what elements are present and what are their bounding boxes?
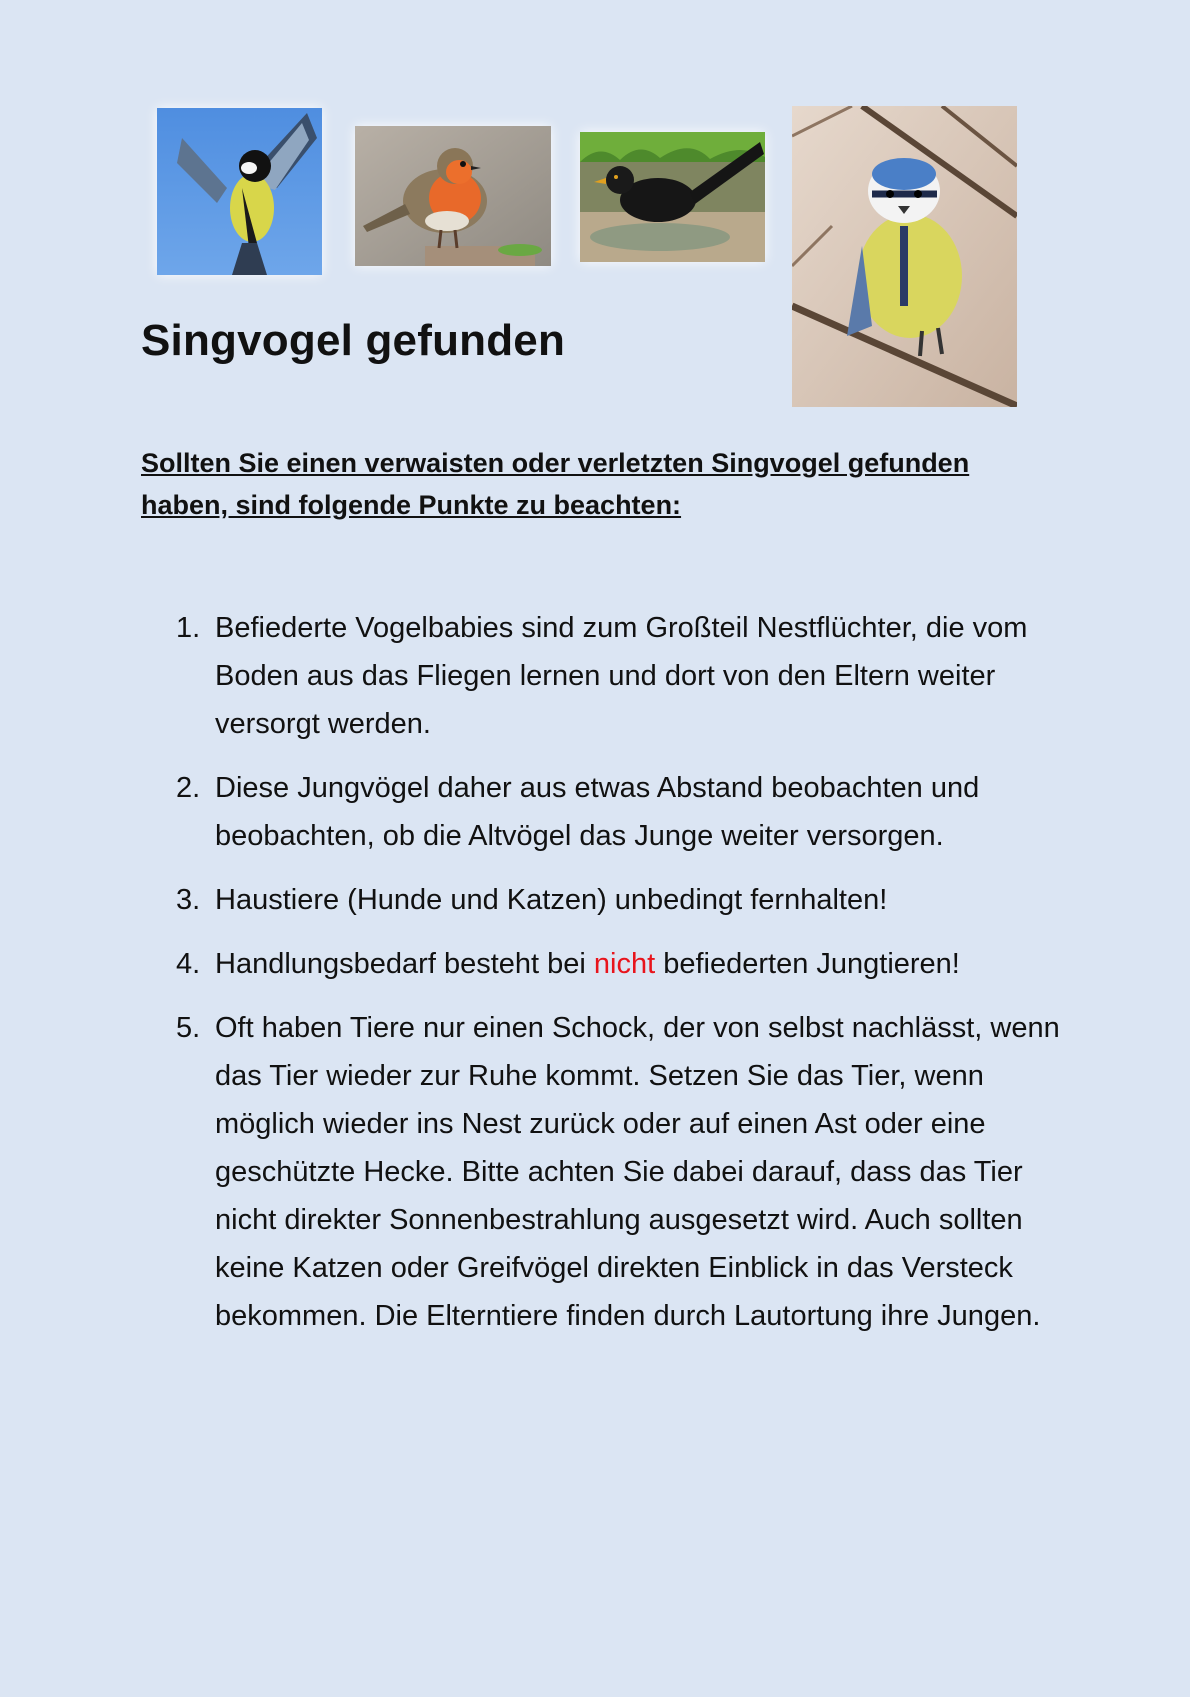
list-item-text: Oft haben Tiere nur einen Schock, der von selbst nachlässt, wenn das Tier wieder zur Ruhe kommt. Setzen Sie das Tier, wenn möglich wieder ins Nest zurück oder auf einen Ast oder eine geschützte Hecke. Bitte achten Sie dabei darauf, dass das Tier nicht direkter Sonnenbestrahlung ausgesetzt wird. Auch sollten keine Katzen oder Greifvögel direkten Einblick in das Versteck bekommen. Die Elterntiere finden durch Lautortung ihre Jungen.: [215, 1012, 1060, 1332]
highlight-word: nicht: [593, 948, 656, 980]
list-item-text: Diese Jungvögel daher aus etwas Abstand beobachten und beobachten, ob die Altvögel das Junge weiter versorgen.: [215, 772, 980, 852]
list-item-text-before: Handlungsbedarf besteht bei: [215, 948, 594, 980]
list-item-number: 1.: [176, 612, 201, 644]
instructions-intro: Sollten Sie einen verwaisten oder verletzten Singvogel gefunden haben, sind folgende Punkte zu beachten:: [141, 448, 970, 520]
robin-photo: [355, 126, 551, 266]
list-item-number: 2.: [176, 772, 201, 804]
list-item-number: 5.: [176, 1012, 201, 1044]
list-item-text: Haustiere (Hunde und Katzen) unbedingt fernhalten!: [215, 884, 888, 916]
list-item: [170, 1004, 1070, 1340]
list-item-number: 4.: [176, 948, 201, 980]
page-title: Singvogel gefunden: [141, 316, 566, 365]
list-item-number: 3.: [176, 884, 201, 916]
list-item: [170, 940, 1070, 988]
list-item-text: Befiederte Vogelbabies sind zum Großteil Nestflüchter, die vom Boden aus das Fliegen lernen und dort von den Eltern weiter versorgt werden.: [215, 612, 1028, 740]
list-item-text-after: befiederten Jungtieren!: [655, 948, 960, 980]
great-tit-flying-photo: [157, 108, 322, 275]
instruction-list: [170, 604, 1070, 1356]
list-item: [170, 764, 1070, 860]
blackbird-photo: [580, 132, 765, 262]
blue-tit-on-branch-photo: [792, 106, 1017, 407]
list-item: [170, 604, 1070, 748]
list-item: [170, 876, 1070, 924]
